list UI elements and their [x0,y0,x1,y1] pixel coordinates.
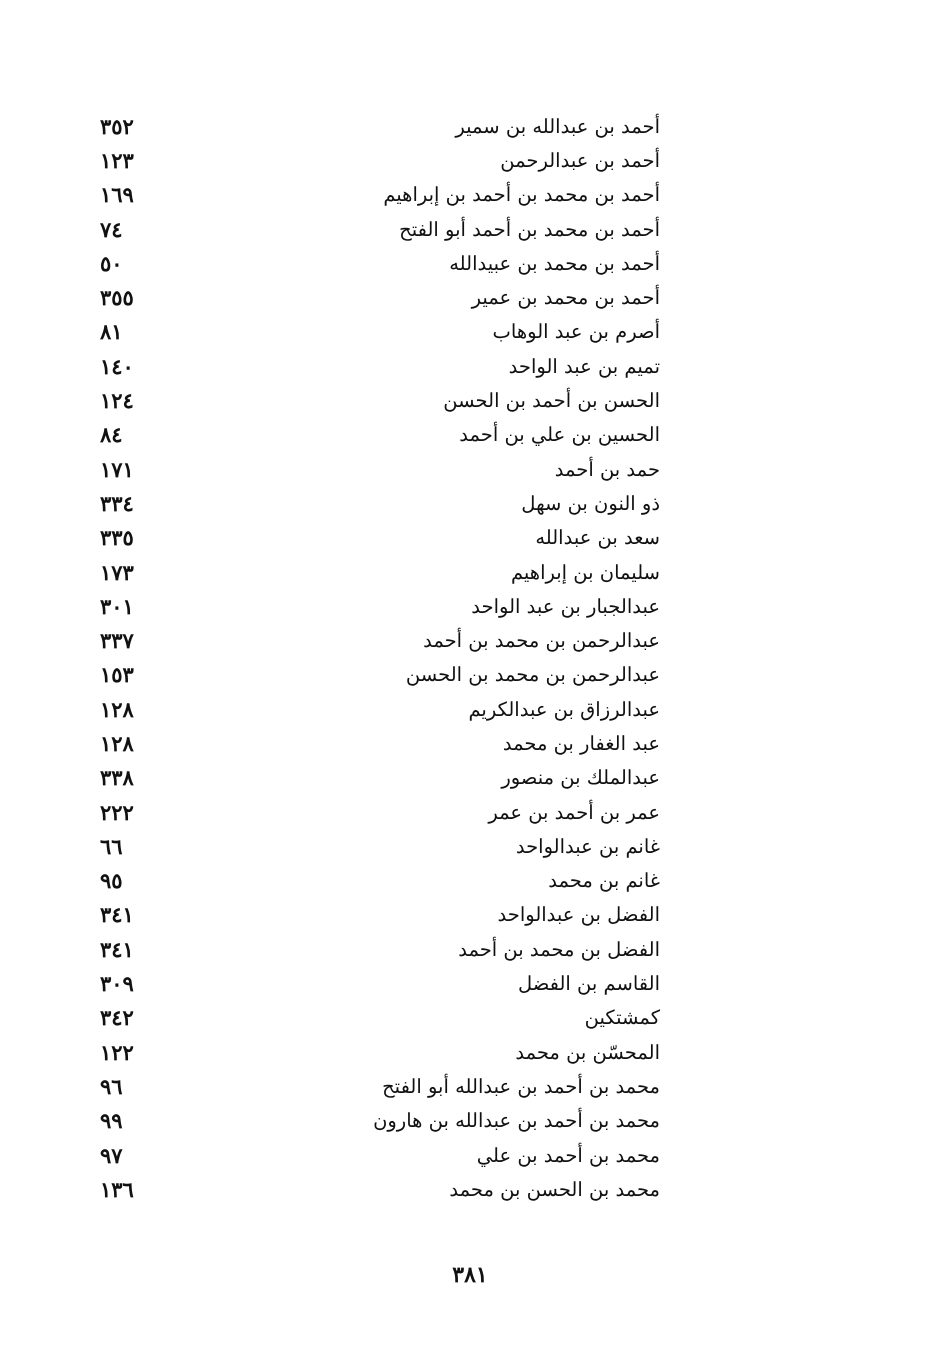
entry-page-number: ١٤٠ [100,353,134,379]
index-entry [100,555,660,589]
index-entry [100,383,660,417]
entry-page-number: ١٣٦ [100,1176,134,1202]
index-entry [100,726,660,760]
entry-name: عمر بن أحمد بن عمر [488,800,660,824]
entry-page-number: ٨٤ [100,422,123,448]
entry-page-number: ١٥٣ [100,662,134,688]
entry-page-number: ٧٤ [100,216,123,242]
index-entry [100,761,660,795]
entry-name: أصرم بن عبد الوهاب [492,320,660,344]
entry-page-number: ١٧١ [100,456,134,482]
name-index-list [100,109,660,1207]
entry-name: أحمد بن محمد بن أحمد بن إبراهيم [383,183,660,207]
entry-page-number: ١٢٢ [100,1039,134,1065]
index-entry [100,280,660,314]
entry-name: أحمد بن محمد بن عمير [471,286,660,310]
index-entry [100,932,660,966]
entry-name: الحسين بن علي بن أحمد [459,423,660,447]
entry-name: غانم بن عبدالواحد [515,834,660,858]
entry-page-number: ٣٣٤ [100,490,134,516]
entry-name: ذو النون بن سهل [521,491,660,515]
entry-page-number: ١٢٤ [100,388,134,414]
index-entry [100,109,660,143]
entry-name: غانم بن محمد [548,869,660,893]
index-entry [100,521,660,555]
entry-name: الفضل بن عبدالواحد [497,903,660,927]
entry-page-number: ١٢٨ [100,696,134,722]
entry-page-number: ٣٣٨ [100,765,134,791]
entry-name: سعد بن عبدالله [535,526,660,550]
page-number: ٣٨١ [452,1262,488,1288]
index-entry [100,795,660,829]
entry-name: أحمد بن محمد بن عبيدالله [449,251,660,275]
index-entry [100,486,660,520]
entry-name: أحمد بن عبدالرحمن [500,148,660,172]
entry-name: عبدالجبار بن عبد الواحد [471,594,660,618]
entry-page-number: ٣٠١ [100,593,134,619]
entry-page-number: ١٢٨ [100,730,134,756]
entry-name: المحسّن بن محمد [515,1040,660,1064]
entry-name: كمشتكين [584,1006,660,1030]
index-entry [100,1001,660,1035]
index-entry [100,178,660,212]
entry-name: الفضل بن محمد بن أحمد [458,937,660,961]
entry-page-number: ١٢٣ [100,147,134,173]
entry-page-number: ٦٦ [100,833,123,859]
entry-name: أحمد بن محمد بن أحمد أبو الفتح [399,217,660,241]
entry-name: حمد بن أحمد [554,457,660,481]
entry-name: تميم بن عبد الواحد [508,354,660,378]
entry-page-number: ٩٥ [100,868,123,894]
entry-name: محمد بن أحمد بن عبدالله بن هارون [373,1109,660,1133]
entry-name: محمد بن الحسن بن محمد [449,1177,660,1201]
entry-page-number: ٣٤١ [100,902,134,928]
index-entry [100,315,660,349]
entry-name: عبدالرزاق بن عبدالكريم [468,697,660,721]
entry-page-number: ٩٦ [100,1073,123,1099]
index-entry [100,452,660,486]
index-entry [100,589,660,623]
entry-page-number: ٩٩ [100,1108,123,1134]
index-entry [100,143,660,177]
index-entry [100,212,660,246]
entry-name: الحسن بن أحمد بن الحسن [443,389,660,413]
entry-page-number: ٣٥٢ [100,113,134,139]
entry-page-number: ٢٢٢ [100,799,134,825]
entry-name: محمد بن أحمد بن عبدالله أبو الفتح [382,1074,660,1098]
entry-page-number: ١٧٣ [100,559,134,585]
index-entry [100,1172,660,1206]
entry-name: أحمد بن عبدالله بن سمير [455,114,660,138]
entry-name: سليمان بن إبراهيم [510,560,660,584]
entry-name: عبدالرحمن بن محمد بن أحمد [423,629,660,653]
entry-page-number: ٣٥٥ [100,285,134,311]
index-entry [100,1035,660,1069]
entry-page-number: ٥٠ [100,250,123,276]
entry-name: القاسم بن الفضل [517,972,660,996]
index-entry [100,658,660,692]
index-entry [100,1069,660,1103]
index-entry [100,692,660,726]
entry-page-number: ١٦٩ [100,182,134,208]
index-entry [100,864,660,898]
entry-page-number: ٣٠٩ [100,971,134,997]
index-entry [100,1138,660,1172]
entry-page-number: ٣٣٥ [100,525,134,551]
index-entry [100,623,660,657]
entry-page-number: ٣٤١ [100,936,134,962]
index-entry [100,418,660,452]
index-entry [100,966,660,1000]
index-entry [100,829,660,863]
entry-page-number: ٣٣٧ [100,628,134,654]
entry-name: محمد بن أحمد بن علي [476,1143,660,1167]
entry-page-number: ٨١ [100,319,123,345]
index-entry [100,349,660,383]
entry-name: عبد الغفار بن محمد [502,731,660,755]
index-entry [100,246,660,280]
entry-page-number: ٩٧ [100,1142,123,1168]
index-entry [100,898,660,932]
entry-page-number: ٣٤٢ [100,1005,134,1031]
index-entry [100,1104,660,1138]
entry-name: عبدالرحمن بن محمد بن الحسن [405,663,660,687]
entry-name: عبدالملك بن منصور [501,766,660,790]
